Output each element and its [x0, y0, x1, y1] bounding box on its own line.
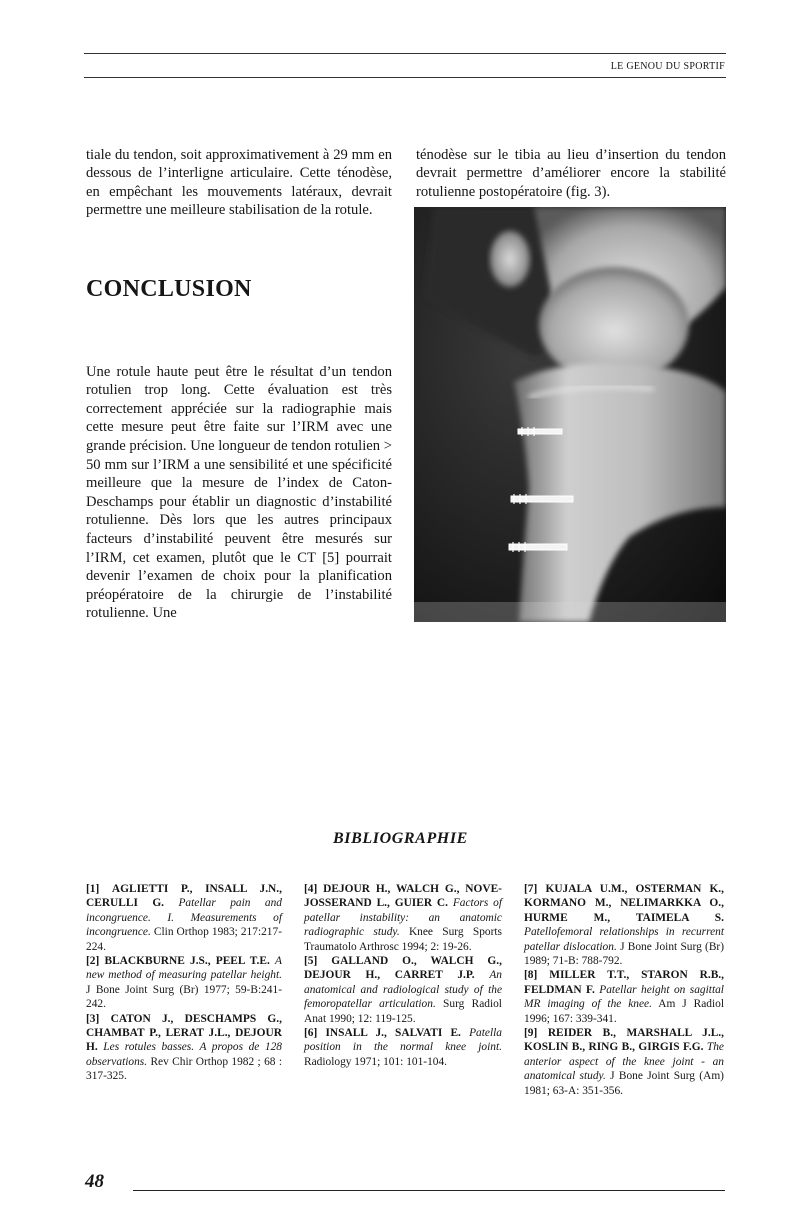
ref-authors: REIDER B., MARSHALL J.L., KOSLIN B., RING B., GIRGIS F.G.	[524, 1027, 724, 1054]
ref-authors: KUJALA U.M., OSTERMAN K., KORMANO M., NELIMARKKA O., HURME M., TAIMELA S.	[524, 883, 724, 924]
ref-number: [6]	[304, 1027, 318, 1040]
bibliography-heading: BIBLIOGRAPHIE	[333, 830, 468, 847]
reference-6	[304, 1026, 502, 1069]
ref-title: The anterior aspect of the knee joint - an anatomical study.	[524, 1041, 724, 1083]
ref-number: [9]	[524, 1027, 538, 1040]
ref-authors: GALLAND O., WALCH G., DEJOUR H., CARRET J.P.	[304, 955, 502, 982]
ref-title: Patellar pain and incongruence. I. Measurements of incongruence.	[86, 897, 282, 939]
reference-8	[524, 968, 724, 1026]
ref-number: [3]	[86, 1012, 100, 1025]
reference-1	[86, 882, 282, 954]
ref-source: Rev Chir Orthop 1982 ; 68 : 317-325.	[86, 1055, 282, 1083]
ref-number: [8]	[524, 969, 538, 982]
right-top-paragraph: ténodèse sur le tibia au lieu d’insertion du tendon devrait permettre d’améliorer encore la stabilité rotulienne postopératoire (fig. 3).	[416, 146, 726, 200]
ref-authors: BLACKBURNE J.S., PEEL T.E.	[104, 955, 270, 968]
ref-source: Am J Radiol 1996; 167: 339-341.	[524, 998, 725, 1025]
reference-4	[304, 882, 502, 954]
ref-authors: AGLIETTI P., INSALL J.N., CERULLI G.	[86, 883, 282, 910]
ref-source: Knee Surg Sports Traumatolo Arthrosc 1994; 2: 19-26.	[304, 926, 502, 953]
ref-authors: CATON J., DESCHAMPS G., CHAMBAT P., LERAT J.L., DEJOUR H.	[86, 1012, 282, 1054]
ref-title: Patellofemoral relationships in recurrent patellar dislocation.	[524, 926, 724, 953]
ref-number: [1]	[86, 883, 100, 895]
knee-xray-figure	[414, 207, 726, 622]
ref-source: Radiology 1971; 101: 101-104.	[304, 1055, 448, 1068]
ref-number: [7]	[524, 883, 538, 895]
reference-9	[524, 1026, 724, 1098]
ref-number: [4]	[304, 883, 318, 895]
footer-rule	[133, 1190, 725, 1191]
ref-authors: DEJOUR H., WALCH G., NOVE-JOSSERAND L., GUIER C.	[304, 883, 502, 910]
ref-title: A new method of measuring patellar height.	[86, 955, 282, 982]
page-number: 48	[85, 1171, 104, 1192]
ref-source: Clin Orthop 1983; 217:217-224.	[86, 926, 282, 953]
bibliography-column-3	[524, 882, 724, 1098]
ref-number: [2]	[86, 955, 100, 968]
ref-title: Factors of patellar instability: an anatomic radiographic study.	[304, 897, 502, 939]
ref-authors: INSALL J., SALVATI E.	[325, 1027, 461, 1040]
ref-source: J Bone Joint Surg (Am) 1981; 63-A: 351-356.	[524, 1070, 724, 1097]
reference-7	[524, 882, 724, 968]
ref-title: An anatomical and radiological study of the femoropatellar articulation.	[304, 969, 502, 1011]
running-head: LE GENOU DU SPORTIF	[610, 61, 725, 72]
ref-title: Les rotules basses. A propos de 128 observations.	[86, 1041, 282, 1068]
header-rule-top	[84, 53, 726, 54]
ref-title: Patella position in the normal knee joint.	[304, 1027, 502, 1054]
left-top-paragraph: tiale du tendon, soit approximativement à 29 mm en dessous de l’interligne articulaire. Cette ténodèse, en empêchant les mouvements latéraux, devrait permettre une meilleure stabilisation de la rotule.	[86, 146, 392, 219]
ref-source: J Bone Joint Surg (Br) 1977; 59-B:241-242.	[86, 983, 282, 1011]
ref-number: [5]	[304, 955, 318, 968]
ref-authors: MILLER T.T., STARON R.B., FELDMAN F.	[524, 969, 724, 996]
bibliography-column-1	[86, 882, 282, 1084]
reference-5	[304, 954, 502, 1026]
reference-2	[86, 954, 282, 1012]
ref-source: Surg Radiol Anat 1990; 12: 119-125.	[304, 998, 502, 1025]
conclusion-heading: CONCLUSION	[86, 276, 252, 302]
conclusion-paragraph: Une rotule haute peut être le résultat d’un tendon rotulien trop long. Cette évaluation est très correctement appréciée sur la radiographie mais cette mesure peut être faite sur l’IRM avec une grande précision. Une longueur de tendon rotulien > 50 mm sur l’IRM a une sensibilité et une spécificité meilleure que la mesure de l’index de Caton-Deschamps pour établir un diagnostic d’instabilité rotulienne. Dès lors que les autres principaux facteurs d’instabilité peuvent être mesurés sur l’IRM, cet examen, plutôt que le CT [5] pourrait devenir l’examen de choix pour la planification préopératoire de la chirurgie de l’instabilité rotulienne. Une	[86, 363, 392, 622]
ref-source: J Bone Joint Surg (Br) 1989; 71-B: 788-792.	[524, 940, 724, 968]
header-rule-bottom	[84, 77, 726, 78]
bibliography-column-2	[304, 882, 502, 1069]
reference-3	[86, 1012, 282, 1084]
ref-title: Patellar height on sagittal MR imaging of the knee.	[524, 983, 724, 1011]
